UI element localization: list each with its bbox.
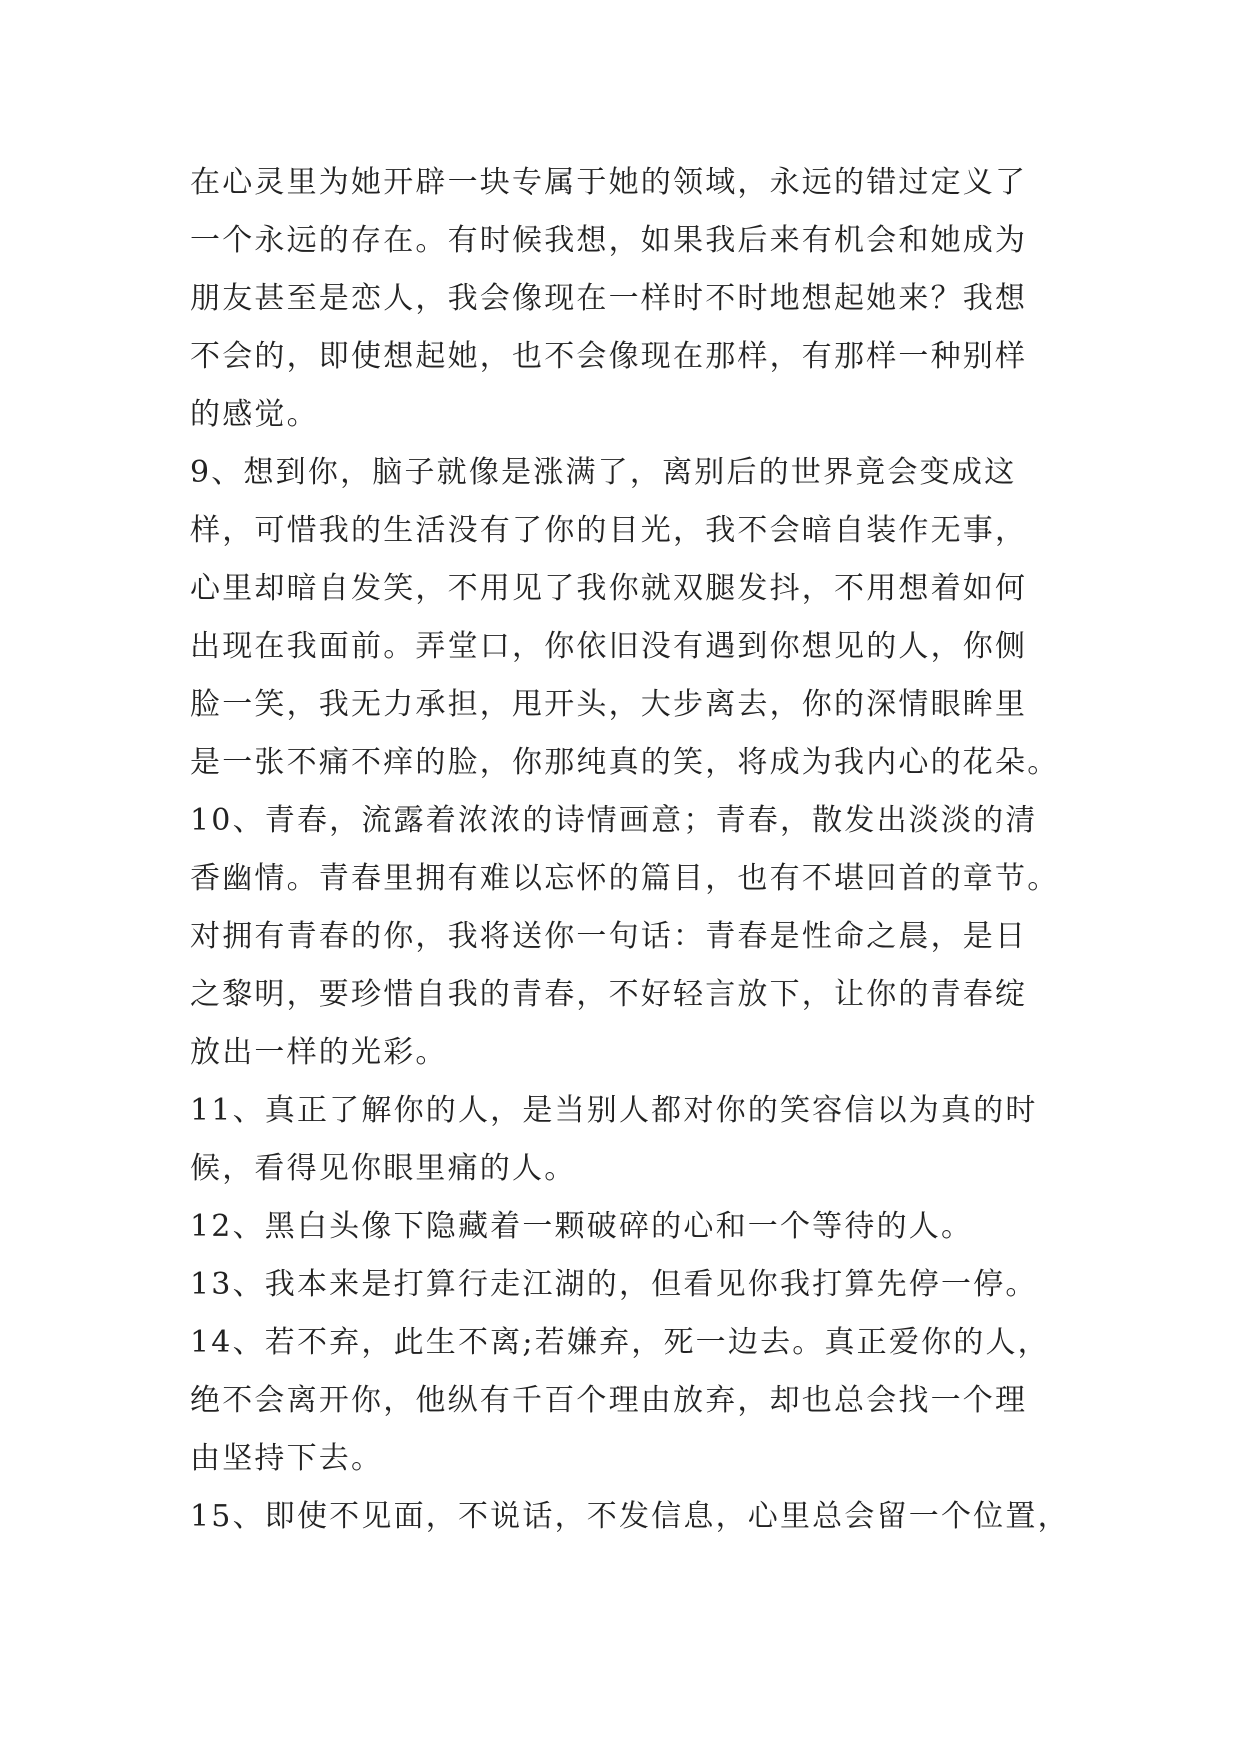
text-line: 脸一笑，我无力承担，甩开头，大步离去，你的深情眼眸里: [190, 687, 1028, 722]
text-line: 12、黑白头像下隐藏着一颗破碎的心和一个等待的人。: [190, 1209, 974, 1244]
text-line: 14、若不弃，此生不离;若嫌弃，死一边去。真正爱你的人，: [190, 1325, 1050, 1360]
text-line: 13、我本来是打算行走江湖的，但看见你我打算先停一停。: [190, 1267, 1038, 1302]
text-line: 放出一样的光彩。: [190, 1035, 448, 1070]
text-line: 朋友甚至是恋人，我会像现在一样时不时地想起她来？我想: [190, 281, 1028, 316]
text-line: 是一张不痛不痒的脸，你那纯真的笑，将成为我内心的花朵。: [190, 745, 1060, 780]
text-line: 之黎明，要珍惜自我的青春，不好轻言放下，让你的青春绽: [190, 977, 1028, 1012]
text-line: 15、即使不见面，不说话，不发信息，心里总会留一个位置，: [190, 1499, 1070, 1534]
text-line: 10、青春，流露着浓浓的诗情画意；青春，散发出淡淡的清: [190, 803, 1038, 838]
text-line: 绝不会离开你，他纵有千百个理由放弃，却也总会找一个理: [190, 1383, 1028, 1418]
text-line: 不会的，即使想起她，也不会像现在那样，有那样一种别样: [190, 339, 1028, 374]
text-line: 香幽情。青春里拥有难以忘怀的篇目，也有不堪回首的章节。: [190, 861, 1060, 896]
text-line: 样，可惜我的生活没有了你的目光，我不会暗自装作无事，: [190, 513, 1028, 548]
text-line: 11、真正了解你的人，是当别人都对你的笑容信以为真的时: [190, 1093, 1038, 1128]
text-line: 的感觉。: [190, 397, 319, 432]
text-line: 9、想到你，脑子就像是涨满了，离别后的世界竟会变成这: [190, 455, 1017, 490]
text-line: 出现在我面前。弄堂口，你依旧没有遇到你想见的人，你侧: [190, 629, 1028, 664]
text-line: 在心灵里为她开辟一块专属于她的领域，永远的错过定义了: [190, 165, 1028, 200]
text-line: 候，看得见你眼里痛的人。: [190, 1151, 577, 1186]
text-line: 由坚持下去。: [190, 1441, 384, 1476]
text-line: 一个永远的存在。有时候我想，如果我后来有机会和她成为: [190, 223, 1028, 258]
text-line: 心里却暗自发笑，不用见了我你就双腿发抖，不用想着如何: [190, 571, 1028, 606]
text-line: 对拥有青春的你，我将送你一句话：青春是性命之晨，是日: [190, 919, 1028, 954]
